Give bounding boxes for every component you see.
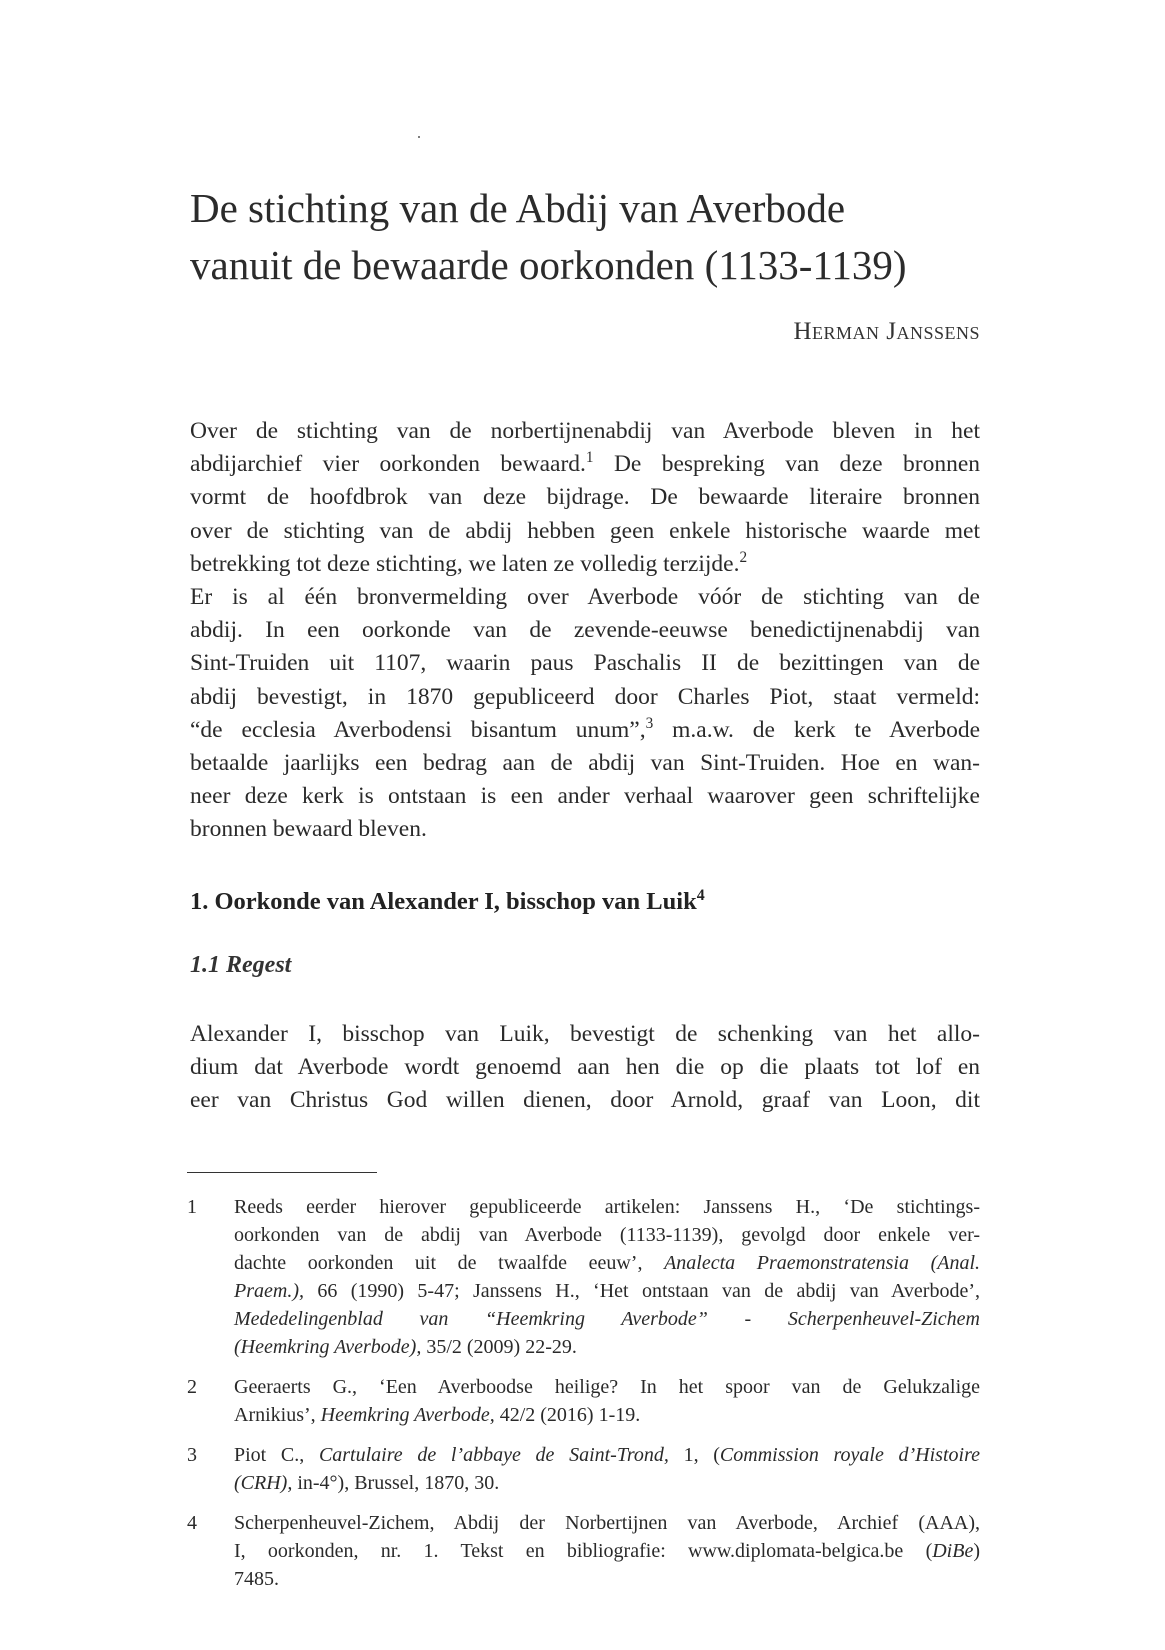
intro-line: Sint-Truiden uit 1107, waarin paus Paschalis II de bezittingen van de [190, 650, 980, 677]
footnote-ref-2[interactable]: 2 [739, 548, 748, 566]
footnote-line: oorkonden van de abdij van Averbode (1133-1139), gevolgd door enkele ver- [234, 1224, 980, 1246]
section-heading: 1. Oorkonde van Alexander I, bisschop van Luik$^4$ [190, 886, 705, 915]
stray-dot [418, 136, 420, 138]
footnote-1 [187, 1193, 980, 1361]
intro-line: neer deze kerk is ontstaan is een ander verhaal waarover geen schriftelijke [190, 783, 980, 810]
footnote-line: (Heemkring Averbode), 35/2 (2009) 22-29. [234, 1336, 577, 1358]
regest-line: eer van Christus God willen dienen, door Arnold, graaf van Loon, dit [190, 1087, 980, 1114]
footnote-divider [187, 1172, 377, 1173]
regest-line: dium dat Averbode wordt genoemd aan hen die op die plaats tot lof en [190, 1054, 980, 1081]
subsection-heading: 1.1 Regest [190, 952, 292, 978]
intro-line: Er is al één bronvermelding over Averbode vóór de stichting van de [190, 584, 980, 611]
footnote-line: Praem.), 66 (1990) 5-47; Janssens H., ‘Het ontstaan van de abdij van Averbode’, [234, 1280, 980, 1302]
regest-paragraph [190, 1018, 980, 1118]
intro-line: betrekking tot deze stichting, we laten ze volledig terzijde.$^2$ [190, 548, 748, 577]
footnote-line: Scherpenheuvel-Zichem, Abdij der Norbertijnen van Averbode, Archief (AAA), [234, 1512, 980, 1534]
footnote-2 [187, 1373, 980, 1429]
footnote-line: Geeraerts G., ‘Een Averboodse heilige? In het spoor van de Gelukzalige [234, 1376, 980, 1398]
footnote-line: Piot C., Cartulaire de l’abbaye de Saint-Trond, 1, (Commission royale d’Histoire [234, 1444, 981, 1466]
footnote-line: Reeds eerder hierover gepubliceerde artikelen: Janssens H., ‘De stichtings- [234, 1196, 980, 1218]
footnote-ref-1[interactable]: 1 [585, 449, 594, 467]
intro-line: abdij. In een oorkonde van de zevende-eeuwse benedictijnenabdij van [190, 617, 980, 644]
footnote-number: 2 [187, 1376, 197, 1398]
footnote-line: Arnikius’, Heemkring Averbode, 42/2 (2016) 1-19. [234, 1404, 641, 1426]
author-name: Herman Janssens [793, 318, 980, 345]
footnote-line: dachte oorkonden uit de twaalfde eeuw’, Analecta Praemonstratensia (Anal. [234, 1252, 981, 1274]
footnote-ref-4[interactable]: 4 [696, 886, 705, 904]
footnote-line: 7485. [234, 1568, 279, 1590]
intro-line: abdijarchief vier oorkonden bewaard.$^1$ De bespreking van deze bronnen [190, 449, 980, 478]
footnotes [187, 1193, 980, 1605]
footnote-line: (CRH), in-4°), Brussel, 1870, 30. [234, 1472, 500, 1494]
intro-line: “de ecclesia Averbodensi bisantum unum”,$^3$ m.a.w. de kerk te Averbode [190, 715, 980, 743]
title-line-1: De stichting van de Abdij van Averbode [190, 185, 846, 231]
footnote-4 [187, 1509, 980, 1593]
footnote-line: Mededelingenblad van “Heemkring Averbode” - Scherpenheuvel-Zichem [234, 1308, 980, 1330]
intro-line: vormt de hoofdbrok van deze bijdrage. De bewaarde literaire bronnen [190, 484, 980, 511]
footnote-line: I, oorkonden, nr. 1. Tekst en bibliografie: www.diplomata-belgica.be (DiBe) [234, 1540, 980, 1562]
footnote-number: 3 [187, 1444, 197, 1466]
footnote-number: 4 [187, 1512, 197, 1534]
intro-line: bronnen bewaard bleven. [190, 816, 427, 843]
article-title [190, 180, 980, 294]
intro-paragraph [190, 415, 980, 847]
footnote-ref-3[interactable]: 3 [645, 715, 654, 732]
intro-line: abdij bevestigt, in 1870 gepubliceerd door Charles Piot, staat vermeld: [190, 683, 980, 710]
intro-line: betaalde jaarlijks een bedrag aan de abdij van Sint-Truiden. Hoe en wan- [190, 750, 980, 777]
title-line-2: vanuit de bewaarde oorkonden (1133-1139) [190, 242, 907, 288]
footnote-number: 1 [187, 1196, 197, 1218]
regest-line: Alexander I, bisschop van Luik, bevestigt de schenking van het allo- [190, 1021, 980, 1047]
intro-line: over de stichting van de abdij hebben geen enkele historische waarde met [190, 517, 980, 544]
footnote-3 [187, 1441, 980, 1497]
intro-line: Over de stichting van de norbertijnenabdij van Averbode bleven in het [190, 418, 980, 444]
